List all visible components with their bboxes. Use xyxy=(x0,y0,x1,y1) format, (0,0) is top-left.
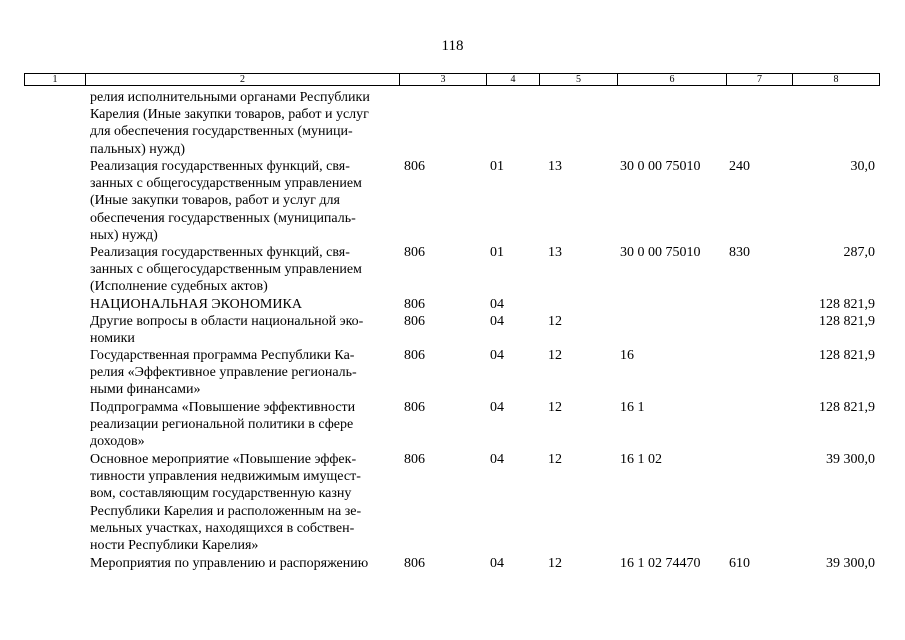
header-col-5: 5 xyxy=(539,74,617,85)
row-description: Мероприятия по управлению и распоряжению xyxy=(90,556,369,571)
header-col-2: 2 xyxy=(85,74,399,85)
row-description: Реализация государственных функций, свя- занных с общегосударственным управлением (Иные закупки товаров, работ и услуг для обеспечения государственных (муниципаль- ных) нужд) xyxy=(90,159,362,243)
row-admin-code: 806 xyxy=(404,348,425,363)
row-amount: 128 821,9 xyxy=(819,400,875,415)
row-admin-code: 806 xyxy=(404,314,425,329)
row-section: 04 xyxy=(490,400,504,415)
row-expense-type: 240 xyxy=(729,159,750,174)
row-section: 04 xyxy=(490,348,504,363)
row-amount: 39 300,0 xyxy=(826,452,875,467)
row-subsection: 12 xyxy=(548,452,562,467)
header-col-7: 7 xyxy=(726,74,792,85)
row-section: 01 xyxy=(490,159,504,174)
row-description: Другие вопросы в области национальной эко- номики xyxy=(90,314,364,347)
row-subsection: 12 xyxy=(548,314,562,329)
header-col-1: 1 xyxy=(52,74,58,85)
row-section: 04 xyxy=(490,297,504,312)
row-description: Реализация государственных функций, свя- занных с общегосударственным управлением (Исполнение судебных актов) xyxy=(90,245,362,295)
row-amount: 128 821,9 xyxy=(819,297,875,312)
row-subsection: 12 xyxy=(548,348,562,363)
row-section: 04 xyxy=(490,556,504,571)
page-number: 118 xyxy=(441,38,464,54)
row-admin-code: 806 xyxy=(404,452,425,467)
row-description: релия исполнительными органами Республики Карелия (Иные закупки товаров, работ и услуг для обеспечения государственных (муници- пальных) нужд) xyxy=(90,90,370,157)
row-description: Подпрограмма «Повышение эффективности реализации региональной политики в сфере доходов» xyxy=(90,400,356,450)
row-target-article: 30 0 00 75010 xyxy=(620,159,701,174)
row-subsection: 12 xyxy=(548,400,562,415)
row-admin-code: 806 xyxy=(404,245,425,260)
row-admin-code: 806 xyxy=(404,159,425,174)
header-col-3: 3 xyxy=(399,74,486,85)
row-description: Основное мероприятие «Повышение эффек- тивности управления недвижимым имущест- вом, составляющим государственную казну Республики Карелия и расположенным на зе- мельных участках, находящихся в собствен- ности Республики Карелия» xyxy=(90,452,362,554)
row-description: Государственная программа Республики Ка- релия «Эффективное управление региональ- ными финансами» xyxy=(90,348,357,398)
row-target-article: 16 1 02 74470 xyxy=(620,556,701,571)
row-target-article: 16 1 xyxy=(620,400,645,415)
row-amount: 30,0 xyxy=(850,159,875,174)
row-subsection: 13 xyxy=(548,159,562,174)
row-description: НАЦИОНАЛЬНАЯ ЭКОНОМИКА xyxy=(90,297,302,312)
row-target-article: 30 0 00 75010 xyxy=(620,245,701,260)
header-col-8: 8 xyxy=(792,74,879,85)
row-expense-type: 610 xyxy=(729,556,750,571)
row-admin-code: 806 xyxy=(404,297,425,312)
row-subsection: 12 xyxy=(548,556,562,571)
row-section: 04 xyxy=(490,314,504,329)
row-amount: 128 821,9 xyxy=(819,314,875,329)
row-admin-code: 806 xyxy=(404,400,425,415)
header-col-4: 4 xyxy=(486,74,539,85)
table-header xyxy=(24,73,880,86)
row-amount: 39 300,0 xyxy=(826,556,875,571)
row-amount: 287,0 xyxy=(843,245,875,260)
header-col-6: 6 xyxy=(617,74,726,85)
row-expense-type: 830 xyxy=(729,245,750,260)
row-amount: 128 821,9 xyxy=(819,348,875,363)
row-target-article: 16 xyxy=(620,348,634,363)
row-section: 04 xyxy=(490,452,504,467)
row-admin-code: 806 xyxy=(404,556,425,571)
row-target-article: 16 1 02 xyxy=(620,452,662,467)
row-section: 01 xyxy=(490,245,504,260)
row-subsection: 13 xyxy=(548,245,562,260)
